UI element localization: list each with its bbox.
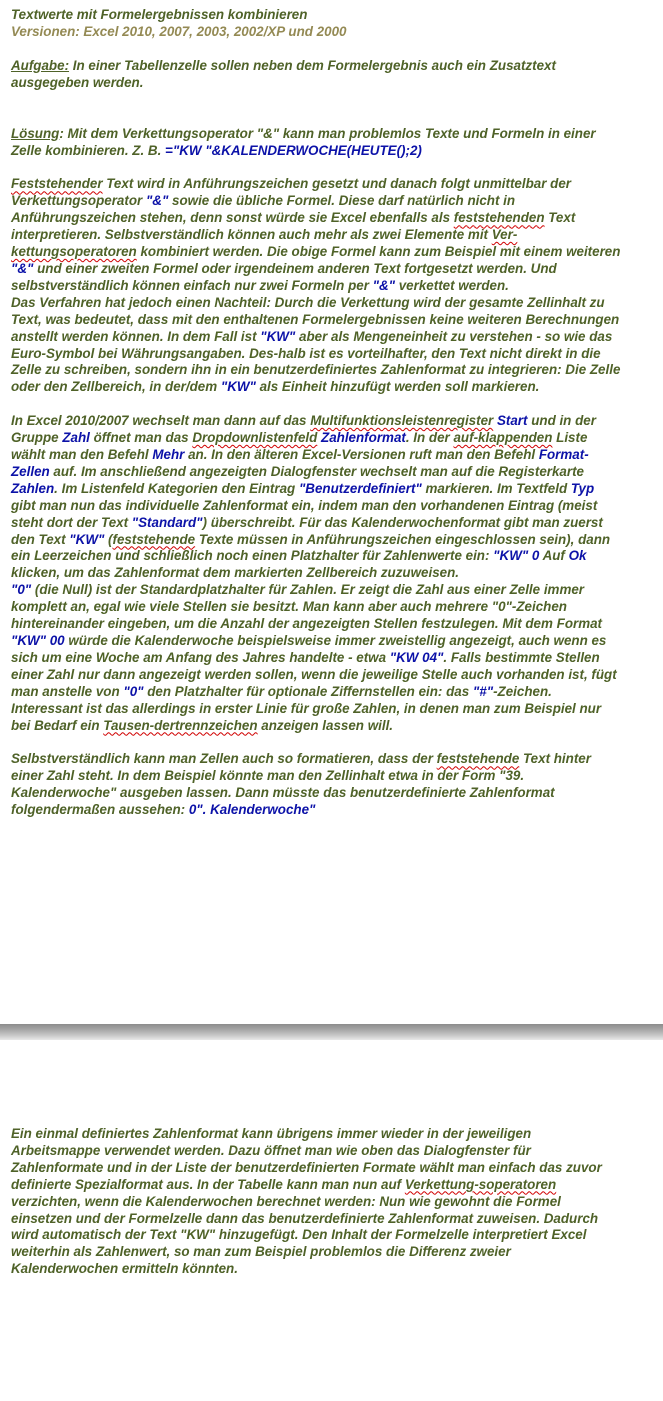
spell-word: feststehenden (453, 210, 545, 226)
kw-highlight: "KW" (260, 328, 296, 344)
paragraph-excel-steps: In Excel 2010/2007 wechselt man dann auf das Multifunktionsleistenregister Start und in der Gruppe Zahl öffnet man das Dropdownlistenfeld Zahlenformat. In der auf-klappenden Liste wählt man den Befehl Mehr an. In den älteren Excel-Versionen ruft man den Befehl Format-Zellen auf. Im anschließend angezeigten Dialogfenster wechselt man auf die Registerkarte Zahlen. Im Listenfeld Kategorien den Eintrag "Benutzerdefiniert" markieren. Im Textfeld Typ gibt man nun das individuelle Zahlenformat ein, indem man den vorhandenen Eintrag (meist steht dort der Text "Standard") überschreibt. Für das Kalenderwochenformat gibt man zuerst den Text "KW" (feststehende Texte müssen in Anführungszeichen eingeschlossen sein), dann ein Leerzeichen und schließlich noch einen Platzhalter für Zahlenwerte ein: "KW" 0 Auf Ok klicken, um das Zahlenformat dem markierten Zellbereich zuzuweisen. (11, 413, 611, 581)
spell-word: Verkettung-soperatoren (404, 1176, 557, 1192)
ui-term-mehr: Mehr (152, 447, 185, 463)
page-break-divider (0, 1024, 663, 1040)
ui-term-zahl: Zahl (62, 430, 90, 446)
paragraph-disadvantage: Das Verfahren hat jedoch einen Nachteil: Durch die Verkettung wird der gesamte Zellinhalt zu Text, was bedeutet, dass mit den enthaltenen Formelergebnissen keine weiteren Berechnungen anstellt werden können. In dem Fall ist "KW" aber als Mengeneinheit zu verstehen - so wie das Euro-Symbol bei Währungsangaben. Des-halb ist es vorteilhafter, den Text nicht direkt in die Zelle zu schreiben, sondern ihn in ein benutzerdefiniertes Zahlenformat zu integrieren: Die Zelle oder den Zellbereich, in der/dem "KW" als Einheit hinzufügt werden soll markieren. (11, 294, 621, 395)
spell-word: Dropdownlistenfeld (192, 430, 318, 446)
spell-word: Tausen-dertrennzeichen (103, 717, 258, 733)
paragraph-reuse-format: Ein einmal definiertes Zahlenformat kann übrigens immer wieder in der jeweiligen Arbeitsmappe verwendet werden. Dazu öffnet man wie oben das Dialogfenster für Zahlenformate und in der Liste der benutzerdefinierten Formate wählt man einfach das zuvor definierte Spezialformat aus. In der Tabelle kann man nun auf Verkettung-soperatoren verzichten, wenn die Kalenderwochen berechnet werden: Nun wie gewohnt die Formel einsetzen und der Formelzelle dann das benutzerdefinierte Zahlenformat zuweisen. Dadurch wird automatisch der Text "KW" hinzugefügt. Den Inhalt der Formelzelle interpretiert Excel weiterhin als Zahlenwert, so man zum Beispiel problemlos die Differenz zweier Kalenderwochen ermitteln könnten. (11, 1126, 602, 1277)
format-code: "0" (123, 683, 144, 699)
ui-term-zahlenformat: Zahlenformat (321, 430, 406, 446)
spell-word: Feststehender (11, 176, 103, 192)
format-code: "KW" 0 (493, 548, 540, 564)
paragraph-suffix-format: Selbstverständlich kann man Zellen auch so formatieren, dass der feststehende Text hinter einer Zahl steht. In dem Beispiel könnte man den Zellinhalt etwa in der Form "39. Kalenderwoche" ausgeben lassen. Dann müsste das benutzerdefinierte Zahlenformat folgendermaßen aussehen: 0". Kalenderwoche" (11, 751, 591, 818)
ui-term-standard: "Standard" (131, 514, 203, 530)
spell-word: feststehende (436, 751, 520, 767)
solution-label: Lösung (11, 125, 60, 141)
operator-highlight: "&" (372, 277, 396, 293)
ui-term-typ: Typ (570, 480, 595, 496)
format-code: "0" (11, 582, 32, 598)
ui-term-zahlen: Zahlen (11, 480, 55, 496)
ui-term-format-zellen: Format-Zellen (11, 447, 589, 479)
paragraph-fixed-text: Feststehender Text wird in Anführungszeichen gesetzt und danach folgt unmittelbar der Verkettungsoperator "&" sowie die übliche Formel. Diese darf natürlich nicht in Anführungszeichen stehen, denn sonst würde sie Excel ebenfalls als feststehenden Text interpretieren. Selbstverständlich können auch mehr als zwei Elemente mit Ver-kettungsoperatoren kombiniert werden. Die obige Formel kann zum Beispiel mit einem weiteren "&" und einer zweiten Formel oder irgendeinem anderen Text fortgesetzt werden. Und selbstverständlich können einfach nur zwei Formeln per "&" verkettet werden. (11, 176, 621, 293)
task-label: Aufgabe: (11, 57, 70, 73)
spell-word: feststehende (112, 531, 196, 547)
operator-highlight: "&" (11, 260, 34, 276)
solution-paragraph (11, 126, 621, 160)
solution-formula: ="KW "&KALENDERWOCHE(HEUTE();2) (165, 142, 422, 158)
format-code: "#" (472, 683, 494, 699)
ui-term-benutzerdefiniert: "Benutzerdefiniert" (298, 480, 422, 496)
task-paragraph (11, 58, 621, 92)
document-page-2 (11, 1126, 621, 1278)
format-code: "KW 04" (389, 649, 444, 665)
kw-highlight: "KW" (220, 379, 256, 395)
spell-word: Multifunktionsleistenregister (310, 413, 494, 429)
operator-highlight: "&" (145, 193, 169, 209)
version-line: Versionen: Excel 2010, 2007, 2003, 2002/XP und 2000 (11, 23, 347, 39)
task-text: In einer Tabellenzelle sollen neben dem Formelergebnis auch ein Zusatztext ausgegeben werden. (11, 57, 556, 90)
spell-word: auf-klappenden (453, 430, 553, 446)
ui-term-ok: Ok (568, 548, 587, 564)
solution-text: : Mit dem Verkettungsoperator "&" kann man problemlos Texte und Formeln in einer Zelle kombinieren. Z. B. (11, 125, 596, 158)
kw-highlight: "KW" (69, 531, 105, 547)
paragraph-placeholders: "0" (die Null) ist der Standardplatzhalter für Zahlen. Er zeigt die Zahl aus einer Zelle immer komplett an, egal wie viele Stellen sie besitzt. Man kann aber auch mehrere "0"-Zeichen hintereinander eingeben, um die Anzahl der angezeigten Stellen festzulegen. Mit dem Format "KW" 00 würde die Kalenderwoche beispielsweise immer zweistellig angezeigt, auch wenn es sich um eine Woche am Anfang des Jahres handelte - etwa "KW 04". Falls bestimmte Stellen einer Zahl nur dann angezeigt werden sollen, wenn die jeweilige Stelle auch vorhanden ist, fügt man anstelle von "0" den Platzhalter für optionale Ziffernstellen ein: das "#"-Zeichen. Interessant ist das allerdings in erster Linie für große Zahlen, in denen man zum Beispiel nur bei Bedarf ein Tausen-dertrennzeichen anzeigen lassen will. (11, 582, 617, 733)
document-title: Textwerte mit Formelergebnissen kombinieren (11, 7, 308, 22)
format-code: 0". Kalenderwoche" (188, 802, 316, 818)
ui-term-start: Start (496, 413, 528, 429)
document-page-1 (11, 7, 621, 819)
format-code: "KW" 00 (11, 633, 65, 648)
spell-word: Ver-kettungsoperatoren (11, 227, 518, 260)
